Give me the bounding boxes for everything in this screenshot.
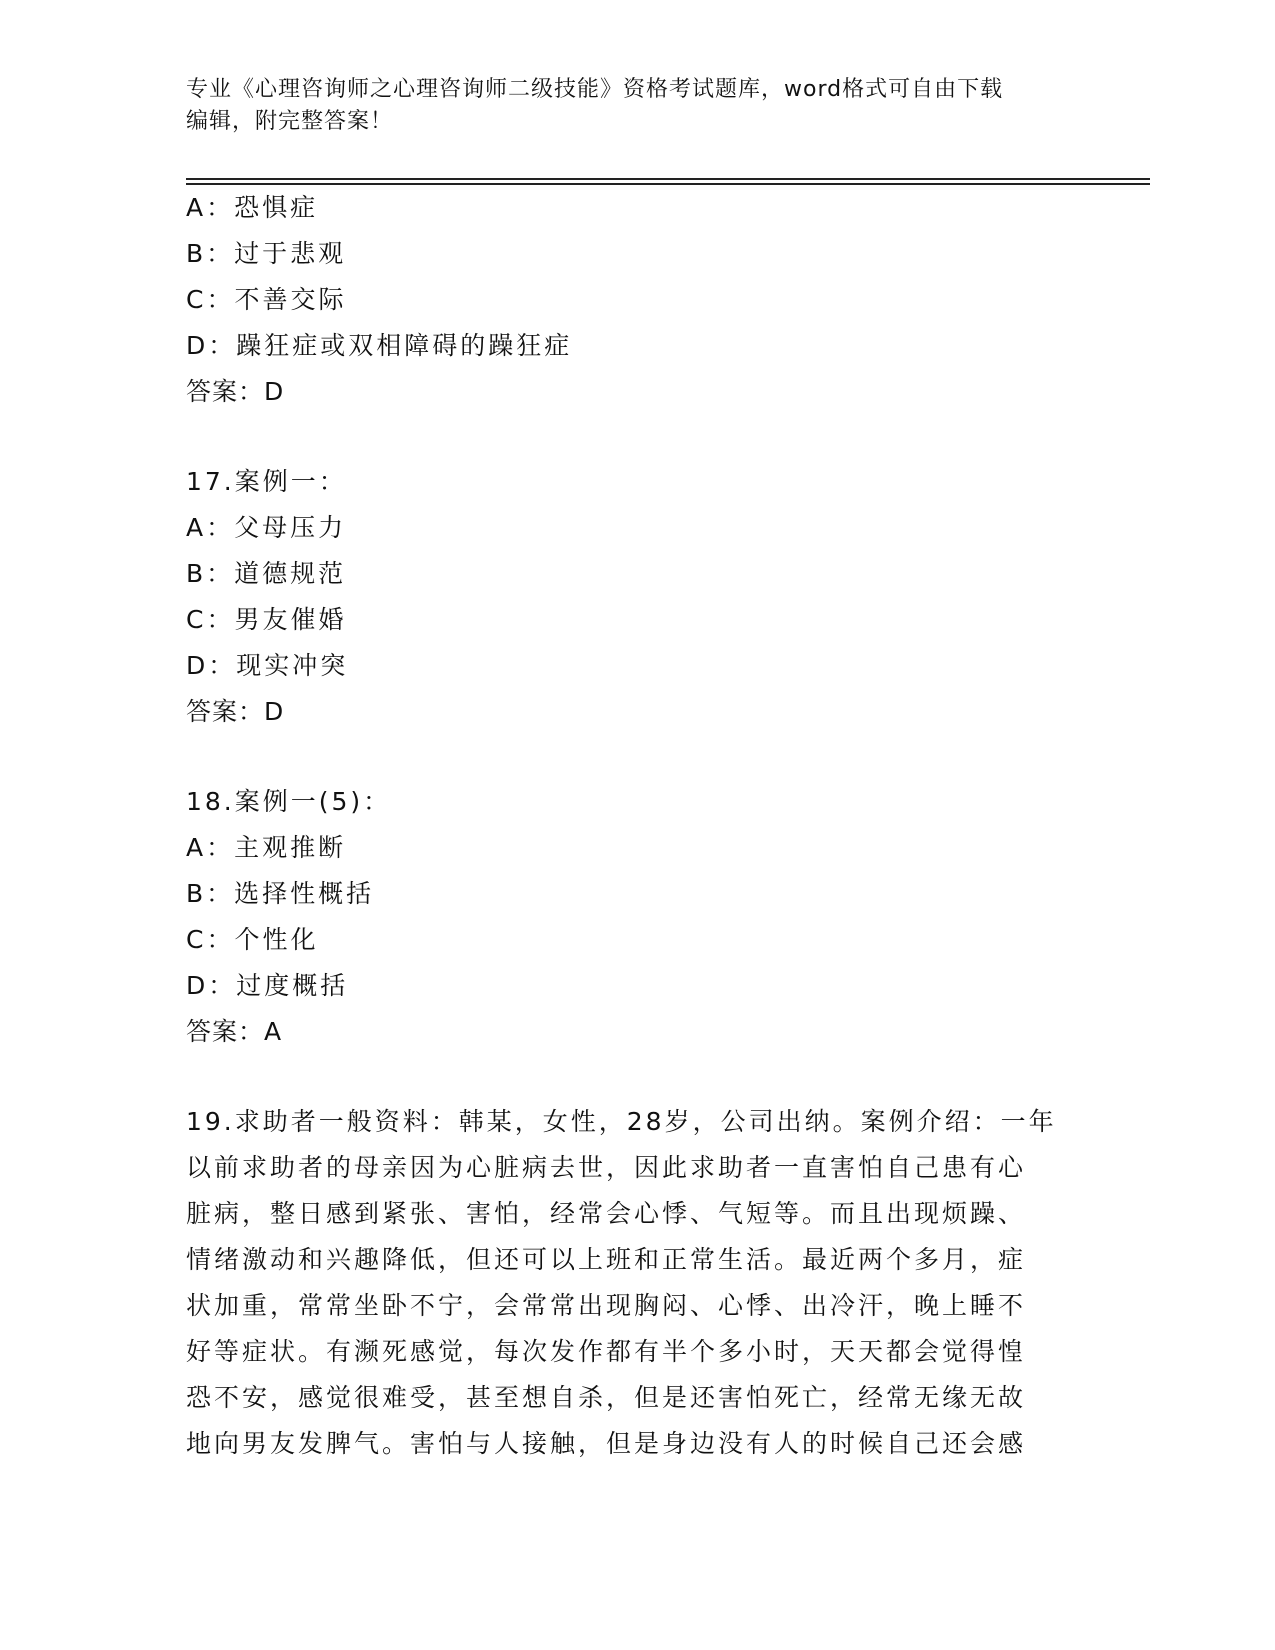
paragraph-line: 恐不安，感觉很难受，甚至想自杀，但是还害怕死亡，经常无缘无故 [186,1383,1027,1412]
header-rule-top [186,178,1150,180]
paragraph-line: 19.求助者一般资料：韩某，女性，28岁，公司出纳。案例介绍：一年 [186,1107,1057,1136]
page-header [186,74,1086,138]
option-c: C：男友催婚 [186,605,347,634]
answer-line: 答案：A [186,1017,283,1046]
option-b: B：过于悲观 [186,239,347,268]
paragraph-line: 好等症状。有濒死感觉，每次发作都有半个多小时，天天都会觉得惶 [186,1337,1027,1366]
paragraph-line: 地向男友发脾气。害怕与人接触，但是身边没有人的时候自己还会感 [186,1429,1027,1458]
header-line-2: 编辑，附完整答案！ [186,109,394,134]
question-16-block [186,185,1086,415]
spacer [186,1055,1086,1099]
option-a: A：恐惧症 [186,193,319,222]
option-a: A：主观推断 [186,833,347,862]
answer-line: 答案：D [186,697,285,726]
header-line-1: 专业《心理咨询师之心理咨询师二级技能》资格考试题库，word格式可自由下载 [186,77,1004,102]
option-c: C：不善交际 [186,285,347,314]
paragraph-line: 状加重，常常坐卧不宁，会常常出现胸闷、心悸、出冷汗，晚上睡不 [186,1291,1027,1320]
page-content [186,185,1086,1467]
option-a: A：父母压力 [186,513,347,542]
option-c: C：个性化 [186,925,319,954]
question-title: 17.案例一： [186,467,347,496]
paragraph-line: 以前求助者的母亲因为心脏病去世，因此求助者一直害怕自己患有心 [186,1153,1027,1182]
option-d: D：躁狂症或双相障碍的躁狂症 [186,331,573,360]
option-b: B：选择性概括 [186,879,375,908]
option-d: D：过度概括 [186,971,349,1000]
paragraph-line: 情绪激动和兴趣降低，但还可以上班和正常生活。最近两个多月，症 [186,1245,1027,1274]
paragraph-line: 脏病，整日感到紧张、害怕，经常会心悸、气短等。而且出现烦躁、 [186,1199,1027,1228]
option-d: D：现实冲突 [186,651,349,680]
spacer [186,415,1086,459]
option-b: B：道德规范 [186,559,347,588]
question-19-paragraph [186,1099,1076,1467]
question-18-block [186,779,1086,1055]
spacer [186,735,1086,779]
question-title: 18.案例一(5)： [186,787,392,816]
answer-line: 答案：D [186,377,285,406]
question-17-block [186,459,1086,735]
